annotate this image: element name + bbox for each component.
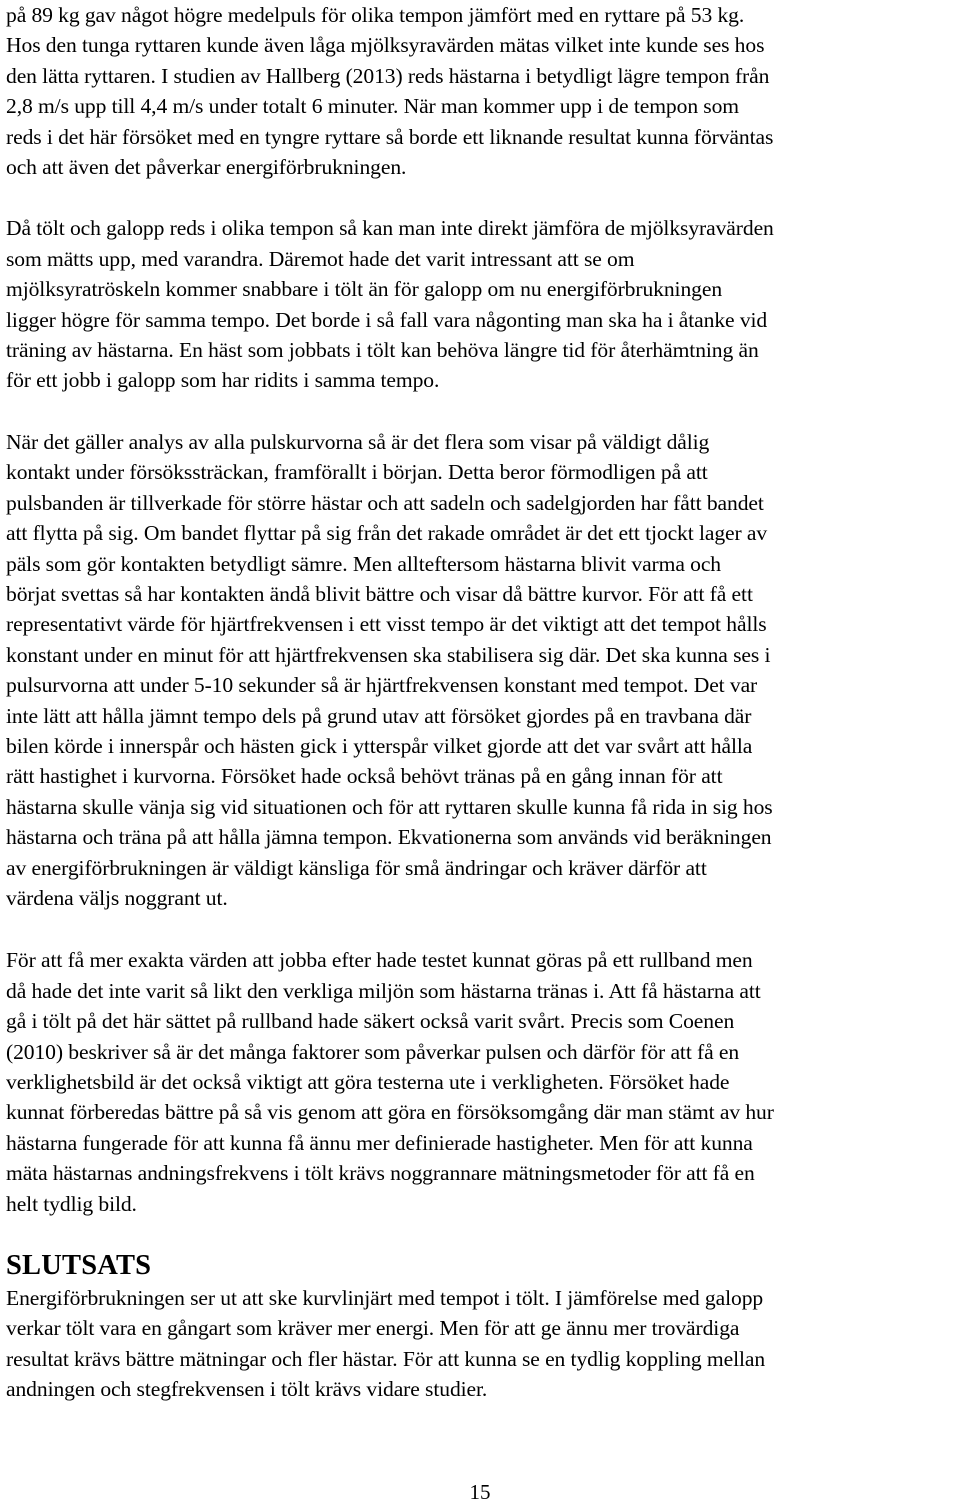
text-line: gå i tölt på det här sättet på rullband hade säkert också varit svårt. Precis som Coenen — [6, 1009, 735, 1034]
text-line: För att få mer exakta värden att jobba efter hade testet kunnat göras på ett rullband men — [6, 948, 753, 973]
text-line: börjat svettas så har kontakten ändå blivit bättre och visar då bättre kurvor. För att få ett — [6, 581, 753, 606]
text-line: mäta hästarnas andningsfrekvens i tölt krävs noggrannare mätningsmetoder för att få en — [6, 1161, 755, 1186]
text-line: på 89 kg gav något högre medelpuls för olika tempon jämfört med en ryttare på 53 kg. — [6, 3, 745, 27]
text-line: helt tydlig bild. — [6, 1191, 137, 1216]
text-line: bilen körde i innerspår och hästen gick i ytterspår vilket gjorde att det var svårt att hålla — [6, 733, 753, 758]
text-line: Energiförbrukningen ser ut att ske kurvlinjärt med tempot i tölt. I jämförelse med galopp — [6, 1286, 764, 1311]
text-line: pulsbanden är tillverkade för större hästar och att sadeln och sadelgjorden har fått bandet — [6, 490, 764, 515]
text-line: mjölksyratröskeln kommer snabbare i tölt än för galopp om nu energiförbrukningen — [6, 277, 723, 302]
text-line: den lätta ryttaren. I studien av Hallberg (2013) reds hästarna i betydligt lägre tempon från — [6, 63, 770, 88]
text-line: hästarna skulle vänja sig vid situationen och för att ryttaren skulle kunna få rida in sig hos — [6, 794, 773, 819]
text-line: rätt hastighet i kurvorna. Försöket hade också behövt tränas på en gång innan för att — [6, 764, 723, 789]
paragraph-1 — [6, 0, 956, 182]
text-line: då hade det inte varit så likt den verkliga miljön som hästarna tränas i. Att få hästarna att — [6, 978, 761, 1003]
section-heading: SLUTSATS — [6, 1250, 152, 1282]
text-line: träning av hästarna. En häst som jobbats i tölt kan behöva längre tid för återhämtning än — [6, 338, 759, 363]
document-page — [6, 0, 956, 1405]
text-line: att flytta på sig. Om bandet flyttar på sig från det rakade området är det ett tjockt lager av — [6, 521, 768, 546]
text-line: av energiförbrukningen är väldigt känsliga för små ändringar och kräver därför att — [6, 855, 707, 880]
text-line: Hos den tunga ryttaren kunde även låga mjölksyravärden mätas vilket inte kunde ses hos — [6, 33, 765, 58]
text-line: värdena väljs noggrant ut. — [6, 885, 228, 910]
text-line: som mätts upp, med varandra. Däremot hade det varit intressant att se om — [6, 246, 635, 271]
text-line: ligger högre för samma tempo. Det borde i så fall vara någonting man ska ha i åtanke vid — [6, 307, 768, 332]
text-line: kontakt under försökssträckan, framförallt i början. Detta beror förmodligen på att — [6, 460, 708, 485]
paragraph-3 — [6, 427, 956, 914]
text-line: andningen och stegfrekvensen i tölt krävs vidare studier. — [6, 1377, 488, 1402]
text-line: (2010) beskriver så är det många faktorer som påverkar pulsen och därför för att få en — [6, 1039, 740, 1064]
paragraph-4 — [6, 945, 956, 1219]
text-line: hästarna och träna på att hålla jämna tempon. Ekvationerna som används vid beräkningen — [6, 825, 772, 850]
text-line: konstant under en minut för att hjärtfrekvensen ska stabilisera sig där. Det ska kunna ses i — [6, 642, 771, 667]
text-line: pulsurvorna att under 5-10 sekunder så är hjärtfrekvensen konstant med tempot. Det var — [6, 673, 758, 698]
text-line: Då tölt och galopp reds i olika tempon så kan man inte direkt jämföra de mjölksyravärden — [6, 216, 774, 241]
text-line: 2,8 m/s upp till 4,4 m/s under totalt 6 minuter. När man kommer upp i de tempon som — [6, 94, 740, 119]
conclusion-paragraph — [6, 1283, 956, 1405]
page-number: 15 — [469, 1480, 491, 1504]
text-line: När det gäller analys av alla pulskurvorna så är det flera som visar på väldigt dålig — [6, 429, 710, 454]
text-line: reds i det här försöket med en tyngre ryttare så borde ett liknande resultat kunna förväntas — [6, 124, 774, 149]
text-line: hästarna fungerade för att kunna få ännu mer definierade hastigheter. Men för att kunna — [6, 1130, 753, 1155]
paragraph-2 — [6, 213, 956, 395]
text-line: för ett jobb i galopp som har ridits i samma tempo. — [6, 368, 440, 393]
text-line: verkar tölt vara en gångart som kräver mer energi. Men för att ge ännu mer trovärdiga — [6, 1316, 740, 1341]
text-line: och att även det påverkar energiförbrukningen. — [6, 155, 407, 180]
text-line: representativt värde för hjärtfrekvensen i ett visst tempo är det viktigt att det tempot hålls — [6, 612, 767, 637]
text-line: inte lätt att hålla jämnt tempo dels på grund utav att försöket gjordes på en travbana där — [6, 703, 752, 728]
text-line: resultat krävs bättre mätningar och fler hästar. För att kunna se en tydlig koppling mellan — [6, 1346, 766, 1371]
text-line: kunnat förberedas bättre på så vis genom att göra en försöksomgång där man stämt av hur — [6, 1100, 774, 1125]
text-line: verklighetsbild är det också viktigt att göra testerna ute i verkligheten. Försöket hade — [6, 1070, 730, 1094]
text-line: päls som gör kontakten betydligt sämre. Men allteftersom hästarna blivit varma och — [6, 551, 722, 576]
